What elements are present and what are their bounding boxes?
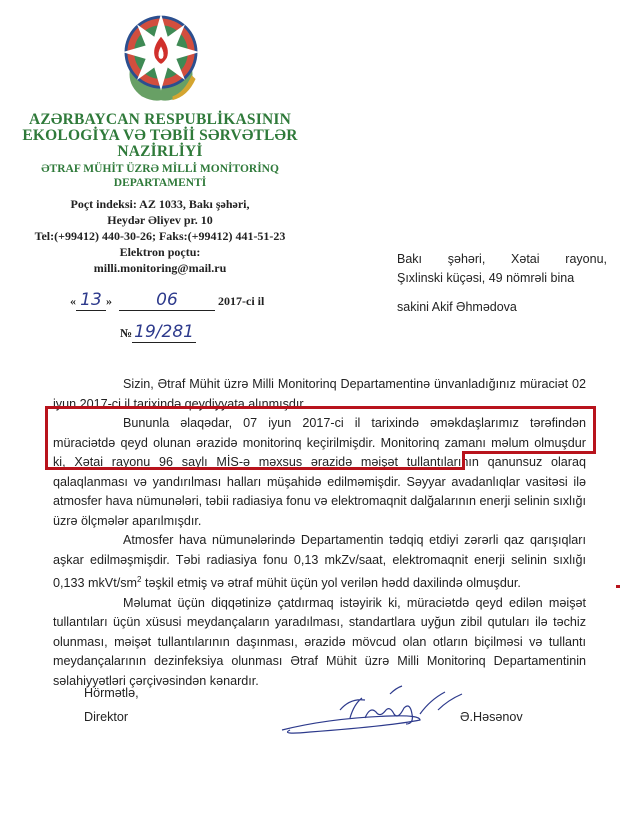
ministry-line: AZƏRBAYCAN RESPUBLİKASININ (29, 111, 291, 128)
recipient-name: sakini Akif Əhmədova (397, 300, 517, 314)
ministry-name (0, 112, 320, 160)
email-address[interactable]: milli.monitoring@mail.ru (93, 261, 227, 275)
date-close-quote: » (106, 294, 112, 308)
state-emblem-icon (113, 8, 209, 104)
department-line: ƏTRAF MÜHİT ÜZRƏ MİLLİ MONİTORİNQ (41, 163, 279, 175)
ministry-line: NAZİRLİYİ (117, 143, 203, 160)
highlight-box-bottom (45, 467, 465, 470)
number-sign: № (120, 326, 133, 340)
reference-number (120, 322, 196, 343)
signer-role: Direktor (84, 710, 129, 724)
body-paragraph-text: Atmosfer hava nümunələrində Departamentin tədqiq etdiyi zərərli qaz qarışıqları aşkar edilməşmişdir. Təbi radiasiya fonu 0,13 mkZv/saat, elektromaqnit enerji selinin sıxlığı 0,133 mkVt/sm (53, 533, 586, 591)
phone-fax: Tel:(+99412) 440-30-26; Faks:(+99412) 441-51-23 (34, 229, 286, 243)
letter-body (53, 375, 586, 691)
salutation: Hörmətlə, (84, 686, 139, 700)
body-paragraph: Sizin, Ətraf Mühit üzrə Milli Monitorinq Departamentinə ünvanladığınız müraciət 02 iyun 2017-ci il tarixində qeydiyyata alınmışdır. (53, 377, 586, 411)
date-day: 13 (80, 290, 102, 310)
signature-icon (270, 680, 480, 740)
red-mark (616, 585, 620, 588)
department-line: DEPARTAMENTİ (113, 177, 207, 189)
date-day-field (76, 290, 106, 311)
street-address: Heydər Əliyev pr. 10 (107, 213, 213, 227)
body-paragraph (53, 531, 586, 594)
department-name (0, 162, 320, 190)
postal-address: Poçt indeksi: AZ 1033, Bakı şəhəri, (70, 197, 250, 211)
highlight-box-left (45, 406, 48, 470)
signer-name: Ə.Həsənov (460, 710, 523, 724)
date-open-quote: « (70, 294, 76, 308)
reference-number-value: 19/281 (134, 322, 194, 342)
body-paragraph-tail: təşkil etmiş və ətraf mühit üçün yol verilən hədd daxilində olmuşdur. (141, 576, 521, 591)
recipient-line-1: Bakı şəhəri, Xətai rayonu, (397, 252, 607, 266)
highlight-box-step (462, 451, 596, 454)
contact-info (0, 196, 320, 276)
email-label: Elektron poçtu: (119, 245, 201, 259)
highlight-box-right (593, 406, 596, 451)
date-month-field (119, 290, 215, 311)
body-paragraph: Bununla əlaqədar, 07 iyun 2017-ci il tarixində əməkdaşlarımız tərəfindən müraciətdə qeyd olunan ərazidə monitorinq keçirilmişdir. Monitorinq zamanı məlum olmuşdur ki, Xətai rayonu 96 saylı MİS-ə məxsus ərazidə məişət tullantılarının qanunsuz olaraq qalaqlanması və yandırılması halları müşahidə edilməmişdir. Səyyar avadanlıqlar vasitəsi ilə atmosfer hava nümunələri, təbii radiasiya fonu və elektromaqnit dalğalarının enerji selinin sıxlığı üzrə ölçmələr aparılmışdır. (53, 416, 586, 528)
reference-number-field (132, 322, 196, 343)
ministry-line: EKOLOGİYA VƏ TƏBİİ SƏRVƏTLƏR (22, 127, 298, 144)
date-year: 2017-ci il (218, 294, 265, 308)
superscript: 2 (137, 575, 142, 584)
recipient-address (397, 250, 607, 317)
recipient-line-2: Şıxlinski küçəsi, 49 nömrəli bina (397, 271, 575, 285)
body-paragraph: Məlumat üçün diqqətinizə çatdırmaq istəyirik ki, müraciətdə qeyd edilən məişət tullantıları üçün xüsusi meydançaların yaradılması, standartlara uyğun zibil qutuları ilə təchiz olunması, məişət tullantılarının daşınması, ərazidə mövcud olan otların biçilməsi və tullantı meydançalarının dezinfeksiya olunması Ətraf Mühit üzrə Milli Monitorinq Departamentinin səlahiyyətləri çərçivəsindən kənardır. (53, 595, 586, 688)
letter-date (70, 290, 264, 311)
date-month: 06 (156, 290, 178, 310)
highlight-box-top (45, 406, 593, 409)
